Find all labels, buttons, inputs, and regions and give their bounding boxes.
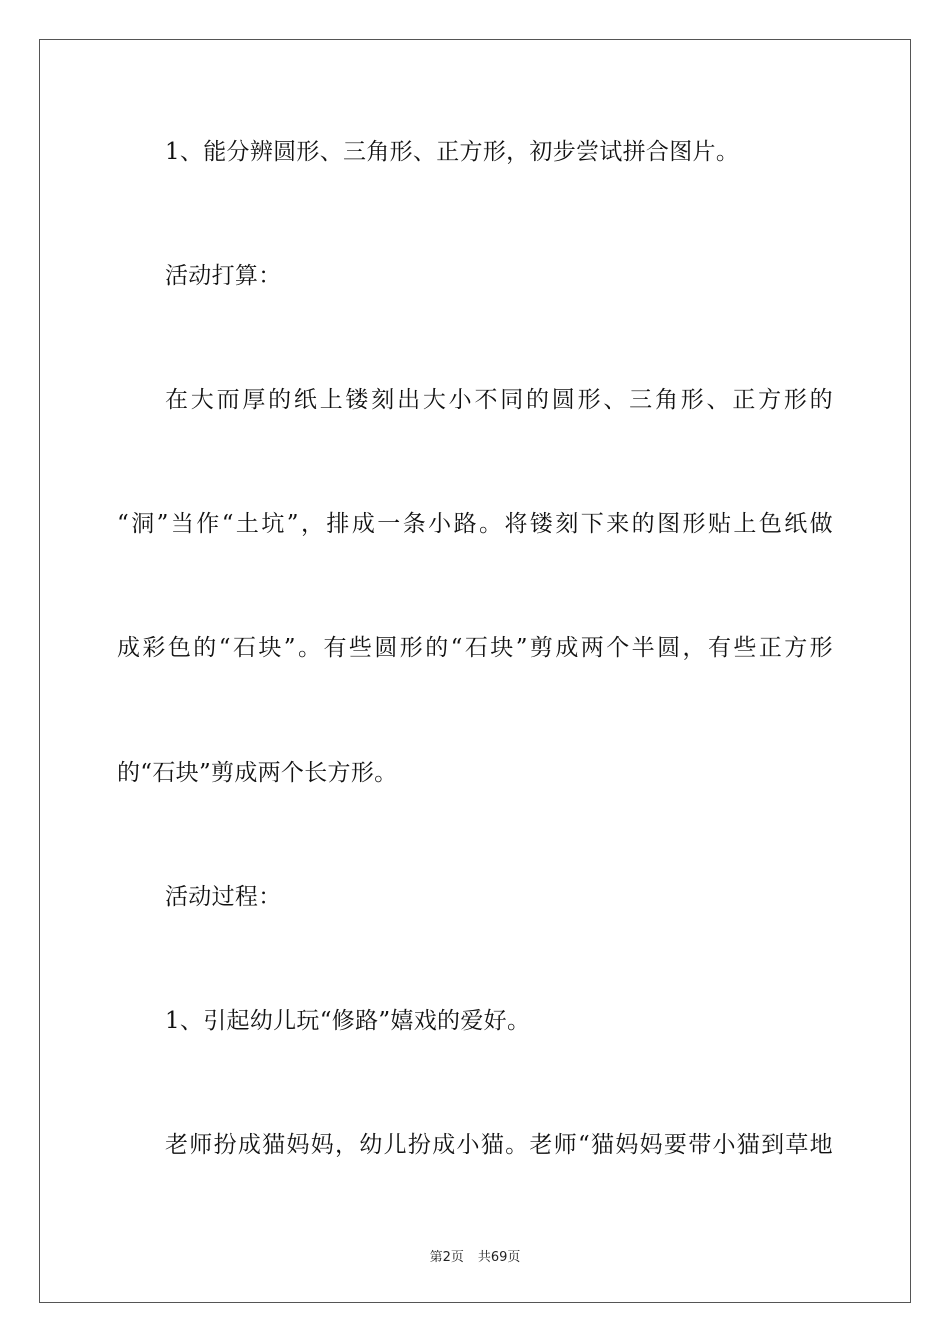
paragraph-line: 老师扮成猫妈妈，幼儿扮成小猫。老师“猫妈妈要带小猫到草地 xyxy=(165,1132,833,1158)
section-heading-process: 活动过程： xyxy=(165,884,282,910)
paragraph-line: “洞”当作“土坑”，排成一条小路。将镂刻下来的图形贴上色纸做 xyxy=(117,511,833,537)
total-pages: 共69页 xyxy=(477,1250,521,1265)
paragraph-line: 在大而厚的纸上镂刻出大小不同的圆形、三角形、正方形的 xyxy=(165,387,833,413)
goal-item-1: 1、能分辨圆形、三角形、正方形，初步尝试拼合图片。 xyxy=(165,139,740,165)
paragraph-line: 的“石块”剪成两个长方形。 xyxy=(117,760,398,786)
page-border xyxy=(39,39,911,1303)
process-item-1: 1、引起幼儿玩“修路”嬉戏的爱好。 xyxy=(165,1008,531,1034)
paragraph-line: 成彩色的“石块”。有些圆形的“石块”剪成两个半圆，有些正方形 xyxy=(117,635,833,661)
page-number: 第2页 xyxy=(429,1250,464,1265)
page-footer xyxy=(0,1246,950,1265)
section-heading-preparation: 活动打算： xyxy=(165,263,282,289)
